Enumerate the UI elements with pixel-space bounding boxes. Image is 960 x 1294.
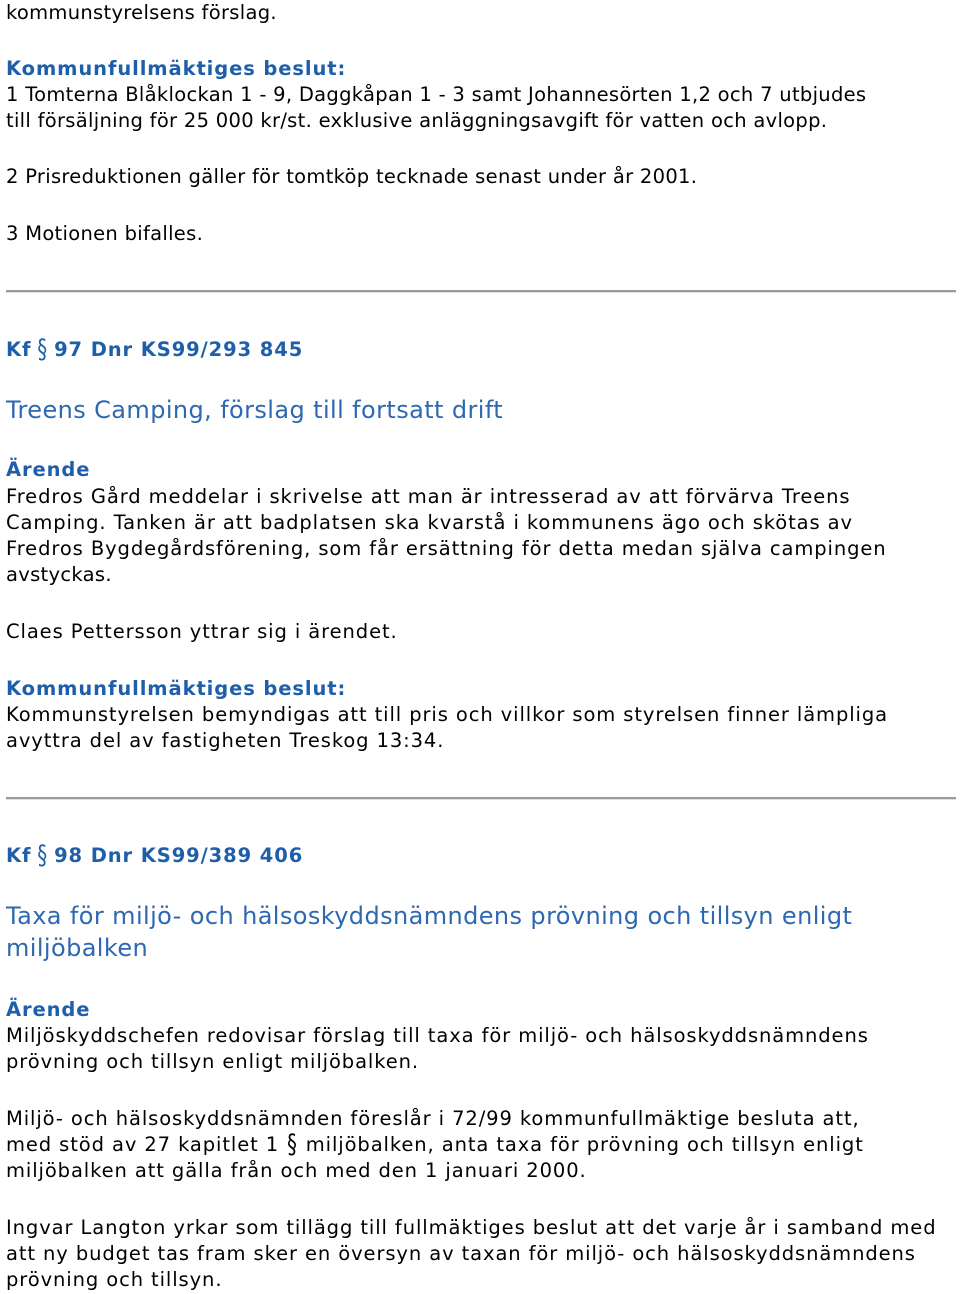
section-title: Treens Camping, förslag till fortsatt drift xyxy=(6,396,504,424)
section-sign-icon: § xyxy=(37,333,49,365)
arende-line: prövning och tillsyn enligt miljöbalken. xyxy=(6,1050,420,1073)
section-sign-icon: § xyxy=(287,1128,298,1160)
decision-line: 1 Tomterna Blåklockan 1 - 9, Daggkåpan 1 - 3 samt Johannesörten 1,2 och 7 utbjudes xyxy=(6,83,867,106)
paragraph-line: prövning och tillsyn. xyxy=(6,1268,223,1291)
note-line: Claes Pettersson yttrar sig i ärendet. xyxy=(6,620,398,643)
decision-point: 3 Motionen bifalles. xyxy=(6,222,204,245)
arende-label: Ärende xyxy=(6,998,91,1021)
section-title: miljöbalken xyxy=(6,934,149,962)
decision-point: 2 Prisreduktionen gäller för tomtköp tecknade senast under år 2001. xyxy=(6,165,698,188)
decision-line: Kommunstyrelsen bemyndigas att till pris och villkor som styrelsen finner lämpliga xyxy=(6,703,888,726)
paragraph-line: Ingvar Langton yrkar som tillägg till fullmäktiges beslut att det varje år i samband med xyxy=(6,1216,937,1239)
section-divider xyxy=(6,797,956,800)
decision-line: till försäljning för 25 000 kr/st. exklusive anläggningsavgift för vatten och avlopp. xyxy=(6,109,828,132)
paragraph-fragment: miljöbalken, anta taxa för prövning och tillsyn enligt xyxy=(305,1133,864,1156)
kf-number: 98 Dnr KS99/389 406 xyxy=(54,844,304,867)
kf-prefix: Kf xyxy=(6,844,32,867)
arende-label: Ärende xyxy=(6,458,91,481)
paragraph-reference xyxy=(6,839,304,871)
decision-line: avyttra del av fastigheten Treskog 13:34. xyxy=(6,729,445,752)
section-sign-icon: § xyxy=(37,839,49,871)
paragraph-fragment: med stöd av 27 kapitlet 1 xyxy=(6,1133,280,1156)
paragraph-reference xyxy=(6,333,304,365)
section-divider xyxy=(6,290,956,293)
decision-label: Kommunfullmäktiges beslut: xyxy=(6,57,347,80)
arende-line: Miljöskyddschefen redovisar förslag till taxa för miljö- och hälsoskyddsnämndens xyxy=(6,1024,869,1047)
paragraph-line xyxy=(6,1128,864,1160)
paragraph-line: Miljö- och hälsoskyddsnämnden föreslår i 72/99 kommunfullmäktige besluta att, xyxy=(6,1107,860,1130)
decision-label: Kommunfullmäktiges beslut: xyxy=(6,677,347,700)
arende-line: Camping. Tanken är att badplatsen ska kvarstå i kommunens ägo och skötas av xyxy=(6,511,853,534)
arende-line: avstyckas. xyxy=(6,563,112,586)
paragraph-line: miljöbalken att gälla från och med den 1 januari 2000. xyxy=(6,1159,587,1182)
paragraph-line: att ny budget tas fram sker en översyn av taxan för miljö- och hälsoskyddsnämndens xyxy=(6,1242,916,1265)
kf-number: 97 Dnr KS99/293 845 xyxy=(54,338,304,361)
section-title: Taxa för miljö- och hälsoskyddsnämndens prövning och tillsyn enligt xyxy=(6,902,853,930)
arende-line: Fredros Bygdegårdsförening, som får ersättning för detta medan själva campingen xyxy=(6,537,887,560)
text-line: kommunstyrelsens förslag. xyxy=(6,1,277,24)
arende-line: Fredros Gård meddelar i skrivelse att man är intresserad av att förvärva Treens xyxy=(6,485,851,508)
kf-prefix: Kf xyxy=(6,338,32,361)
